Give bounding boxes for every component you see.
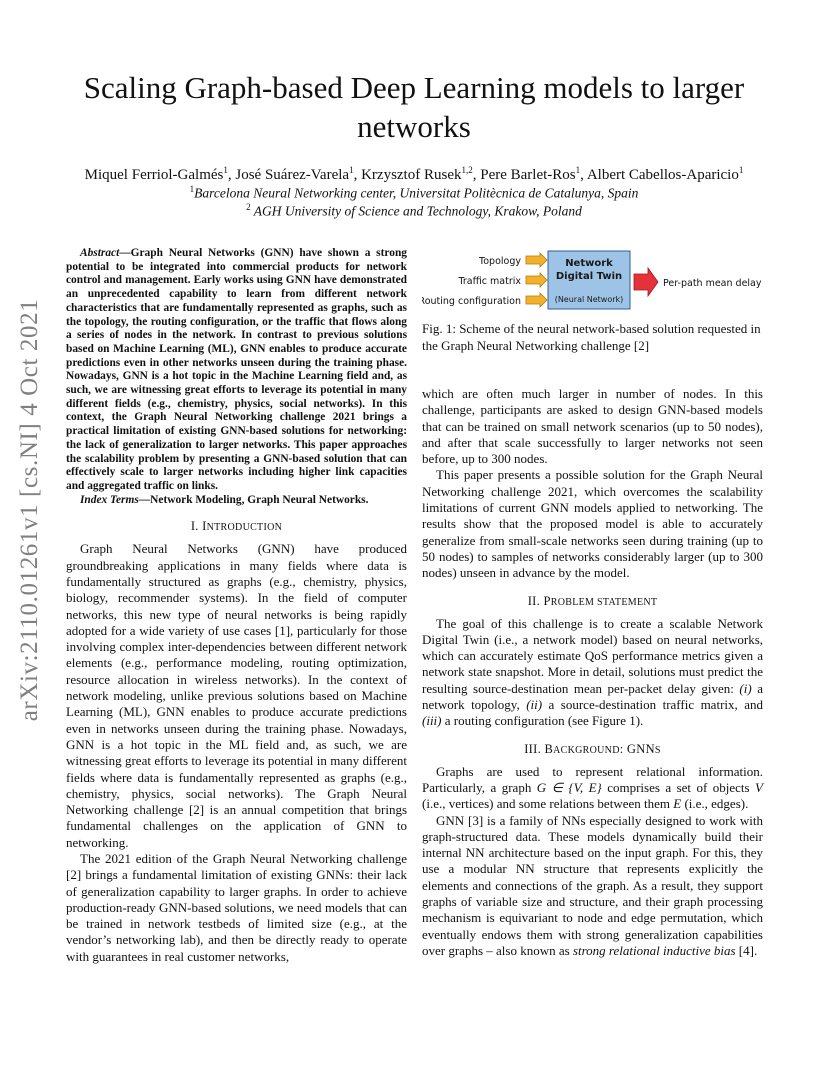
bg-text: [4]. bbox=[735, 942, 758, 958]
bg-text: Graphs are used to represent relational information. Particularly, a graph bbox=[422, 763, 763, 795]
paper-title: Scaling Graph-based Deep Learning models to larger networks bbox=[83, 70, 745, 144]
section-heading-problem-statement bbox=[422, 593, 763, 611]
background-paragraph-1 bbox=[422, 764, 763, 813]
fig-input-traffic-matrix: Traffic matrix bbox=[458, 276, 521, 287]
index-terms: Index Terms—Network Modeling, Graph Neural Networks. bbox=[80, 493, 369, 506]
background-paragraph-2 bbox=[422, 813, 763, 960]
author-sup: 1 bbox=[575, 165, 581, 175]
section-number: III. bbox=[524, 741, 542, 756]
problem-text: The goal of this challenge is to create a scalable Network Digital Twin (i.e., a network model) based on neural networks, which can accurately estimate QoS performance metrics given a network state snapshot. More in detail, solutions must predict the resulting source-destination mean per-packet delay given: bbox=[422, 615, 763, 696]
fig-arrow-routing bbox=[526, 293, 547, 307]
fig-input-routing: Routing configuration bbox=[422, 296, 521, 307]
math-vertices: V bbox=[755, 779, 763, 795]
fig-box-title-1: Network bbox=[565, 258, 613, 269]
author-name: Krzysztof Rusek bbox=[361, 167, 462, 183]
bg-text: GNN [3] is a family of NNs especially designed to work with graph-structured data. These models dynamically build their internal NN architecture based on the input graph. For this, they use a modular NN structure that represents explicitly the elements and connections of the graph. As a result, they support graphs of variable size and structure, and their graph processing mechanism is equivariant to node and edge permutation, which eventually endows them with strong generalization capabilities over graphs – also known as bbox=[422, 812, 763, 958]
abstract-text: Graph Neural Networks (GNN) have shown a strong potential to be integrated into commercial products for network control and management. Early works using GNN have demonstrated an unprecedented capability to learn from different network characteristics that are fundamentally represented as graphs, such as the topology, the routing configuration, or the traffic that flows along a series of nodes in the network. In contrast to previous solutions based on Machine Learning (ML), GNN enables to produce accurate predictions even in other networks unseen during the training phase. Nowadays, GNN is a hot topic in the Machine Learning field and, as such, we are witnessing great efforts to leverage its potential in many different fields (e.g., chemistry, physics, social networks). In this context, the Graph Neural Networking challenge 2021 brings a practical limitation of existing GNN-based solutions for networking: the lack of generalization to larger networks. This paper approaches the scalability problem by presenting a GNN-based solution that can effectively scale to larger networks including higher link capacities and aggregated traffic on links. bbox=[66, 247, 407, 492]
fig-output-arrow bbox=[634, 268, 658, 296]
figure-1-caption: Fig. 1: Scheme of the neural network-based solution requested in the Graph Neural Networking challenge [2] bbox=[422, 321, 761, 353]
arxiv-identifier-stamp bbox=[10, 300, 50, 720]
fig-arrow-traffic bbox=[526, 273, 547, 287]
author-sup: 1 bbox=[738, 165, 744, 175]
fig-output-label: Per-path mean delay bbox=[663, 278, 762, 289]
section-heading-background bbox=[422, 741, 763, 759]
math-graph: G ∈ {V, E} bbox=[536, 779, 602, 795]
problem-item-text: a source-destination traffic matrix, and bbox=[542, 697, 763, 713]
section-title: PROBLEM STATEMENT bbox=[543, 593, 658, 608]
intro-paragraph-1: Graph Neural Networks (GNN) have produced groundbreaking applications in many fields where data is fundamentally structured as graphs (e.g., chemistry, physics, biology, recommender systems). In the field of computer networks, this new type of neural networks is being rapidly adopted for a wide variety of use cases [1], particularly for those involving complex inter-dependencies between different network elements (e.g., performance modeling, routing optimization, resource allocation in wireless networks). In the context of network modeling, unlike previous solutions based on Machine Learning (ML), GNN enables to produce accurate predictions even in networks unseen during the training phase. Nowadays, GNN is a hot topic in the ML field and, as such, we are witnessing great efforts to leverage its potential in many different fields where data is fundamentally represented as graphs (e.g., chemistry, physics, social networks). The Graph Neural Networking challenge [2] is an annual competition that brings fundamental challenges on the application of GNN to networking. bbox=[66, 541, 407, 850]
figure-1-diagram bbox=[422, 250, 763, 318]
intro-continuation: which are often much larger in number of nodes. In this challenge, participants are asked to design GNN-based models that can be trained on small network scenarios (up to 50 nodes), and after that scale successfully to larger networks not seen before, up to 300 nodes. bbox=[422, 386, 763, 467]
abstract-label: Abstract bbox=[80, 247, 120, 259]
abstract: Abstract—Graph Neural Networks (GNN) have shown a strong potential to be integrated into commercial products for network control and management. Early works using GNN have demonstrated an unprecedented capability to learn from different network characteristics that are fundamentally represented as graphs, such as the topology, the routing configuration, or the traffic that flows along a series of nodes in the network. In contrast to previous solutions based on Machine Learning (ML), GNN enables to produce accurate predictions even in other networks unseen during the training phase. Nowadays, GNN is a hot topic in the Machine Learning field and, as such, we are witnessing great efforts to leverage its potential in many different fields (e.g., chemistry, physics, social networks). In this context, the Graph Neural Networking challenge 2021 brings a practical limitation of existing GNN-based solutions for networking: the lack of generalization to larger networks. This paper approaches the scalability problem by presenting a GNN-based solution that can effectively scale to larger networks including higher link capacities and aggregated traffic on links. bbox=[66, 247, 407, 492]
author-sup: 1 bbox=[349, 165, 354, 175]
author-name: Miquel Ferriol-Galmés bbox=[84, 167, 224, 183]
problem-paragraph bbox=[422, 616, 763, 730]
section-number: I. bbox=[190, 519, 199, 534]
author-list: Miquel Ferriol-Galmés$^1$, José Suárez-Varela$^1$, Krzysztof Rusek$^{1,2}$, Pere Barlet-Ros$^1$, Albert Cabellos-Aparicio$^1$ bbox=[84, 165, 744, 183]
problem-item-ii: (ii) bbox=[526, 697, 543, 713]
left-column bbox=[66, 247, 407, 965]
bg-text: (i.e., vertices) and some relations between them bbox=[422, 796, 674, 812]
index-terms-text: Network Modeling, Graph Neural Networks. bbox=[150, 493, 369, 506]
author-sup: 1 bbox=[223, 165, 228, 175]
intro-paragraph-3: This paper presents a possible solution for the Graph Neural Networking challenge 2021, which overcomes the scalability limitations of current GNN models applied to networking. The results show that the proposed model is able to accurately generalize from small-scale networks seen during training (up to 50 nodes) to samples of networks considerably larger (up to 300 nodes) unseen in advance by the model. bbox=[422, 467, 763, 581]
affiliation-sup: 2 bbox=[246, 202, 251, 212]
affiliation-sup: 1 bbox=[189, 184, 195, 194]
problem-item-text: a routing configuration (see Figure 1). bbox=[441, 713, 644, 729]
author-sup: 1,2 bbox=[461, 165, 473, 175]
arxiv-id-text: arXiv:2110.01261v1 [cs.NI] 4 Oct 2021 bbox=[16, 298, 43, 722]
bg-text: comprises a set of objects bbox=[601, 779, 756, 795]
index-terms-label: Index Terms bbox=[80, 493, 139, 506]
bg-emphasis: strong relational inductive bias bbox=[572, 942, 736, 958]
problem-item-iii: (iii) bbox=[422, 713, 442, 729]
author-name: Albert Cabellos-Aparicio bbox=[586, 167, 739, 183]
problem-item-text: a network topology, bbox=[422, 680, 764, 713]
section-number: II. bbox=[527, 593, 541, 608]
affiliation-text: AGH University of Science and Technology, Krakow, Poland bbox=[253, 203, 582, 219]
fig-box-subtitle: (Neural Network) bbox=[554, 295, 624, 304]
fig-arrow-topology bbox=[526, 253, 547, 267]
fig-box-title-2: Digital Twin bbox=[555, 271, 623, 282]
affiliation-2 bbox=[60, 198, 768, 221]
right-column bbox=[422, 386, 763, 959]
affiliation-text: Barcelona Neural Networking center, Universitat Politècnica de Catalunya, Spain bbox=[194, 185, 639, 201]
intro-paragraph-2: The 2021 edition of the Graph Neural Networking challenge [2] brings a fundamental limitation of existing GNNs: their lack of generalization capability to larger graphs. In order to achieve production-ready GNN-based solutions, we need models that can be trained in network testbeds of limited size (e.g., at the vendor’s networking lab), and then be directly ready to operate with guarantees in real customer networks, bbox=[66, 851, 407, 964]
section-title: INTRODUCTION bbox=[202, 519, 283, 534]
fig-input-arrows bbox=[526, 253, 547, 307]
fig-input-topology: Topology bbox=[479, 256, 521, 267]
section-heading-introduction bbox=[66, 518, 407, 536]
author-name: Pere Barlet-Ros bbox=[480, 167, 576, 183]
section-title: BACKGROUND: GNNS bbox=[544, 741, 661, 756]
author-name: José Suárez-Varela bbox=[235, 167, 350, 183]
bg-text: (i.e., edges). bbox=[681, 796, 749, 812]
problem-item-i: (i) bbox=[739, 680, 752, 696]
math-edges: E bbox=[673, 796, 682, 812]
